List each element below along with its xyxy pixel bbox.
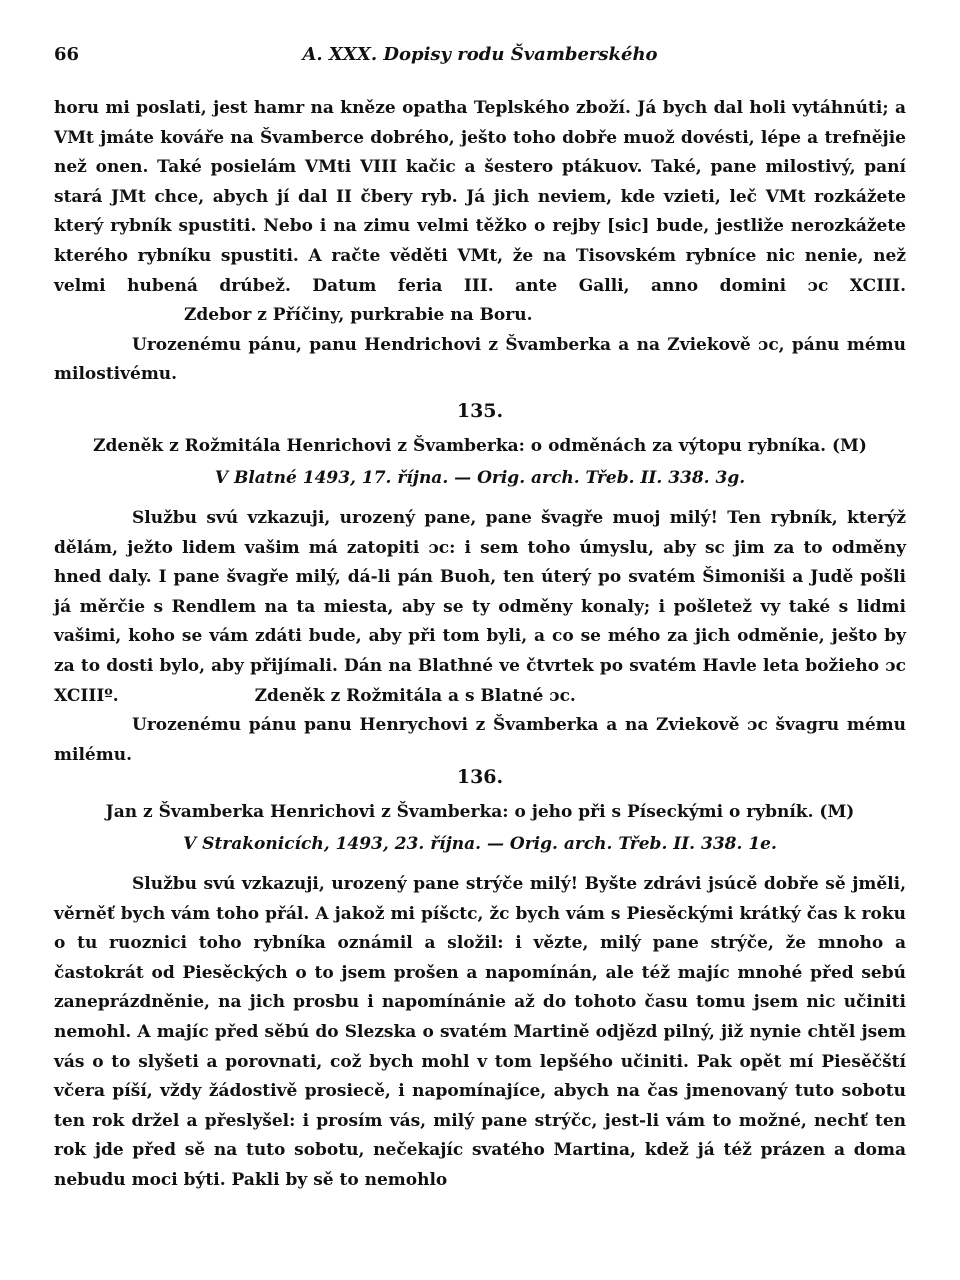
letter-135-source: V Blatné 1493, 17. října. — Orig. arch. Třeb. II. 338. 3g.: [214, 468, 746, 488]
letter-135-address: Urozenému pánu panu Henrychovi z Švamberka a na Zviekově ɔc švagru mému milému.: [54, 715, 906, 765]
continuation-block: [54, 94, 906, 390]
page-header: [54, 44, 906, 74]
letter-136-block: [54, 870, 906, 1196]
running-title: A. XXX. Dopisy rodu Švamberského: [302, 44, 658, 65]
continuation-signature: Zdebor z Příčiny, purkrabie na Boru.: [184, 305, 533, 326]
letter-136-number: 136.: [456, 766, 504, 788]
letter-135-signature: Zdeněk z Rožmitála a s Blatné ɔc.: [254, 685, 576, 706]
letter-135-block: [54, 504, 906, 770]
page-number: 66: [54, 44, 80, 65]
letter-136-paragraph: Službu svú vzkazuji, urozený pane strýče milý! Byšte zdrávi jsúcě dobře sě jměli, věrněť bych vám toho přál. A jakož mi píšctc, žc bych vám s Piesěckými krátký čas k roku o tu ruoznici toho rybníka oznámil a složil: i vězte, milý pane strýče, že mnoho a častokrát od Piesěckých o to jsem prošen a napomínán, ale též majíc mnohé před sebú zaneprázdněnie, na jich prosbu i napomínánie až do tohoto času tomu jsem nic učiniti nemohl. A majíc před sěbú do Slezska o svatém Martině odjězd pilný, již nynie chtěl jsem vás o to slyšeti a porovnati, což bych mohl v tom lepšého učiniti. Pak opět mí Piesěčští včera píší, vždy žádostivě prosiecě, i napomínajíce, abych na čas jmenovaný tuto sobotu ten rok držel a přeslyšel: i prosím vás, milý pane strýčc, jest-li vám to možné, nechť ten rok jde před sě na tuto sobotu, nečekajíc svatého Martina, kdež já též prázen a doma nebudu moci býti. Pakli by sě to nemohlo: [54, 874, 906, 1190]
letter-136-source: V Strakonicích, 1493, 23. října. — Orig. arch. Třeb. II. 338. 1e.: [183, 834, 777, 854]
letter-136-heading: Jan z Švamberka Henrichovi z Švamberka: o jeho při s Píseckými o rybník. (M): [105, 802, 855, 822]
letter-135-number: 135.: [456, 400, 504, 422]
letter-135-text: Službu svú vzkazuji, urozený pane, pane švagře muoj milý! Ten rybník, kterýž dělám, ježto lidem vašim má zatopiti ɔc: i sem toho úmyslu, aby sc jim za to odměny hned daly. I pane švagře milý, dá-li pán Buoh, ten úterý po svatém Šimoniši a Judě pošli já měrčie s Rendlem na ta miesta, aby se ty odměny konaly; i pošletež vy také s lidmi vašimi, koho se vám zdáti bude, aby při tom byli, a co se mého za jich odměnie, ješto by za to dosti bylo, aby přijímali. Dán na Blathné ve čtvrtek po svatém Havle leta božieho ɔc XCIIIº.: [54, 508, 906, 706]
continuation-address: Urozenému pánu, panu Hendrichovi z Švamberka a na Zviekově ɔc, pánu mému milostivému.: [54, 334, 906, 385]
continuation-paragraph: [54, 94, 906, 331]
continuation-text: horu mi poslati, jest hamr na kněze opatha Teplského zboží. Já bych dal holi vytáhnúti; a VMt jmáte kováře na Švamberce dobrého, ješto toho dobře muož dovésti, lépe a trefnějie než onen. Také posielám VMti VIII kačic a šestero ptákuov. Také, pane milostivý, paní stará JMt chce, abych jí dal II čbery ryb. Já jich neviem, kde vzieti, leč VMt rozkážete který rybník spustiti. Nebo i na zimu velmi těžko o rejby [sic] bude, jestliže nerozkážete kterého rybníku spustiti. A račte věděti VMt, že na Tisovském rybníce nic nenie, než velmi hubená drúbež. Datum feria III. ante Galli, anno domini ɔc XCIII.: [54, 98, 906, 296]
letter-135-heading: Zdeněk z Rožmitála Henrichovi z Švamberka: o odměnách za výtopu rybníka. (M): [93, 436, 867, 456]
letter-135-paragraph: [54, 504, 906, 711]
